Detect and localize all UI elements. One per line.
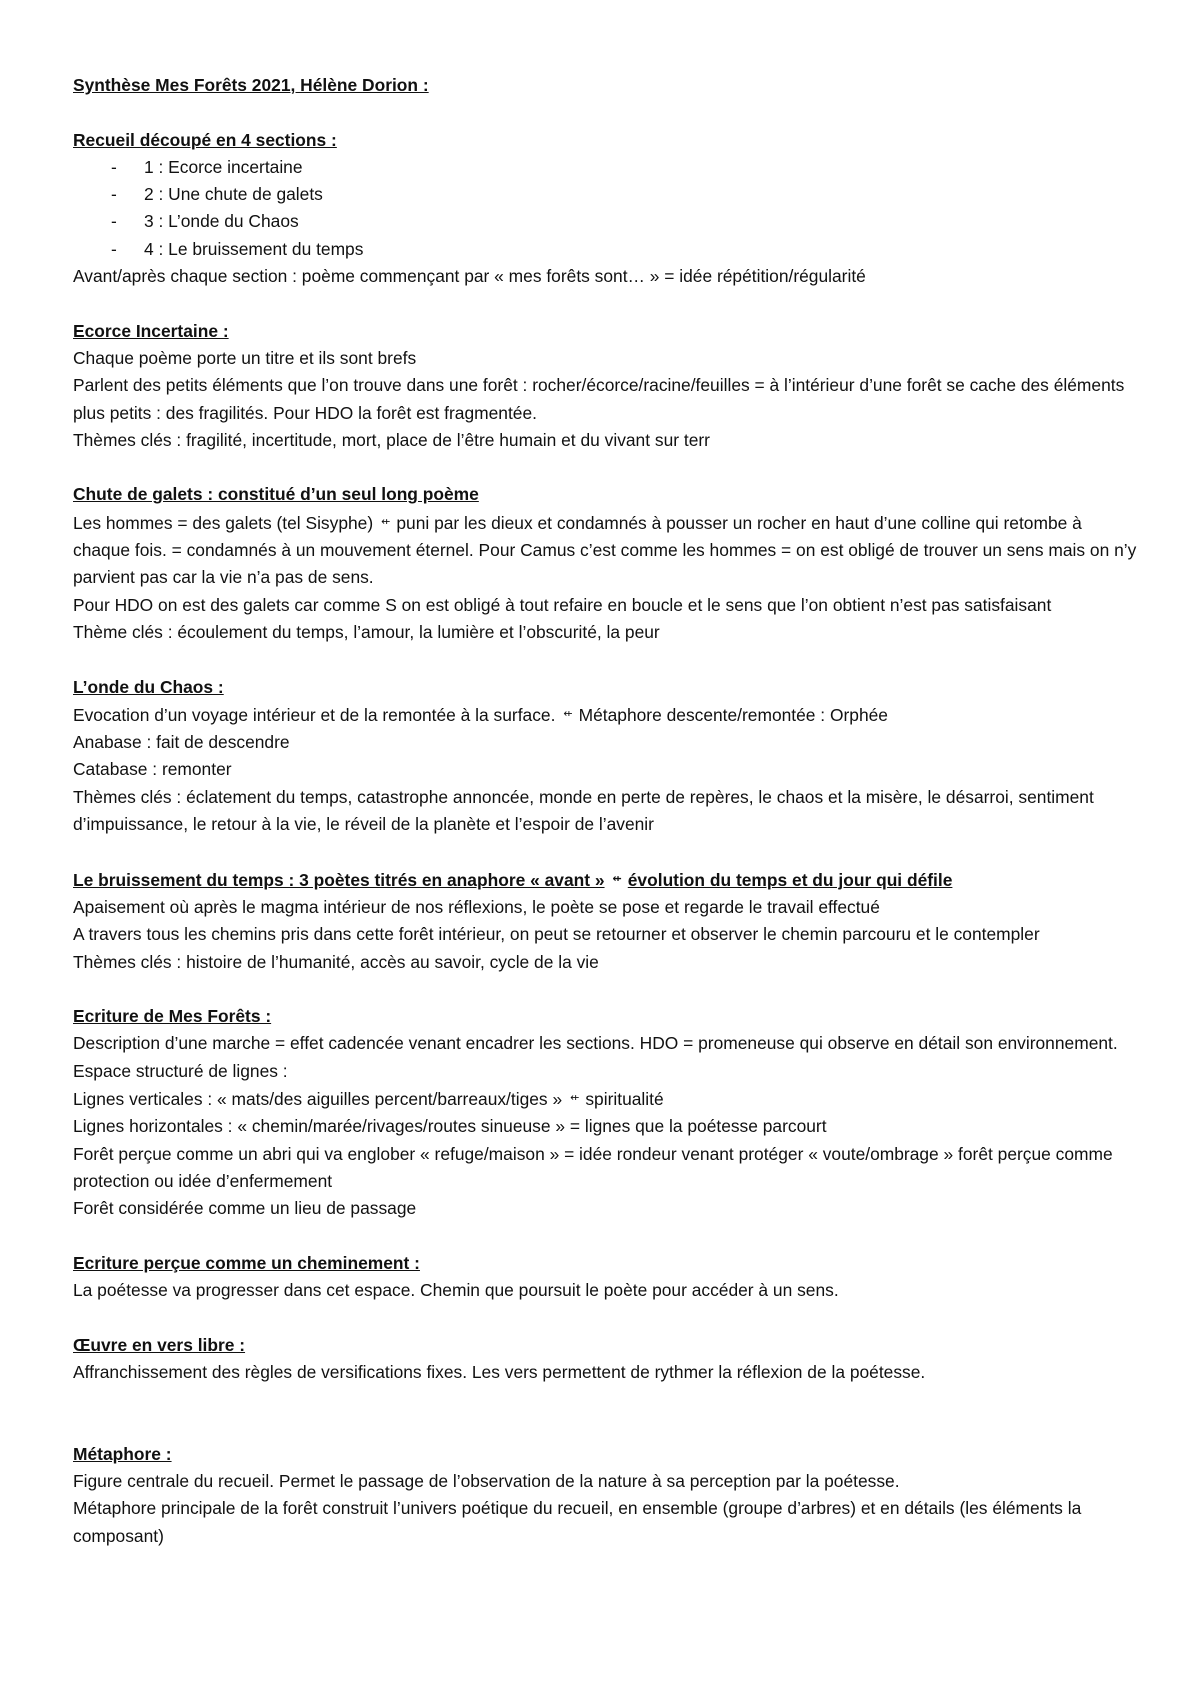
text-segment: Evocation d’un voyage intérieur et de la remontée à la surface. xyxy=(73,704,556,725)
document-title: Synthèse Mes Forêts 2021, Hélène Dorion : xyxy=(73,75,429,95)
paragraph-line: Parlent des petits éléments que l’on trouve dans une forêt : rocher/écorce/racine/feuilles = à l’intérieur d’une forêt se cache des éléments plus petits : des fragilités. Pour HDO la forêt est fragmentée. xyxy=(73,375,1125,423)
spacer xyxy=(73,99,1140,126)
section-heading-vers-libre: Œuvre en vers libre : xyxy=(73,1334,246,1355)
spacer xyxy=(73,838,1140,865)
list-item: - 4 : Le bruissement du temps xyxy=(73,236,1140,263)
paragraph-line: Anabase : fait de descendre xyxy=(73,732,290,753)
section-heading-recueil: Recueil découpé en 4 sections : xyxy=(73,129,337,150)
section-heading-ecriture: Ecriture de Mes Forêts : xyxy=(73,1006,272,1027)
paragraph-line xyxy=(73,701,1140,729)
list-item: - 2 : Une chute de galets xyxy=(73,181,1140,208)
list-item: - 1 : Ecorce incertaine xyxy=(73,154,1140,181)
paragraph-line: Métaphore principale de la forêt construit l’univers poétique du recueil, en ensemble (groupe d’arbres) et en détails (les éléments la composant) xyxy=(73,1498,1082,1546)
text-segment: Les hommes = des galets (tel Sisyphe) xyxy=(73,512,374,533)
section-heading-metaphore: Métaphore : xyxy=(73,1443,172,1464)
spacer xyxy=(73,1222,1140,1249)
paragraph-line: Description d’une marche = effet cadencée venant encadrer les sections. HDO = promeneuse qui observe en détail son environnement. Espace structuré de lignes : xyxy=(73,1033,1118,1081)
paragraph-line: Avant/après chaque section : poème commençant par « mes forêts sont… » = idée répétition/régularité xyxy=(73,266,866,287)
spacer xyxy=(73,976,1140,1003)
section-heading-chute: Chute de galets : constitué d’un seul long poème xyxy=(73,484,479,505)
paragraph-line: Thèmes clés : éclatement du temps, catastrophe annoncée, monde en perte de repères, le chaos et la misère, le désarroi, sentiment d’impuissance, le retour à la vie, le réveil de la planète et l’espoir de l’avenir xyxy=(73,786,1094,835)
section-heading-bruissement xyxy=(73,866,1140,894)
arrow-icon: ⇷ xyxy=(381,515,391,528)
spacer xyxy=(73,290,1140,317)
text-segment: Le bruissement du temps : 3 poètes titrés en anaphore « avant » xyxy=(73,869,605,890)
spacer xyxy=(73,1386,1140,1441)
paragraph-line: Forêt considérée comme un lieu de passage xyxy=(73,1198,417,1219)
text-segment: puni par les dieux et condamnés à pousser un rocher en haut d’une colline qui retombe à chaque fois. = condamnés à un mouvement éternel. Pour Camus c’est comme les hommes = on est obligé de trouver un sens mais on n’y parvient pas car la vie n’a pas de sens. xyxy=(73,512,1137,588)
paragraph-line xyxy=(73,509,1140,592)
paragraph-line: Thème clés : écoulement du temps, l’amour, la lumière et l’obscurité, la peur xyxy=(73,621,660,642)
spacer xyxy=(73,454,1140,481)
paragraph-line: Chaque poème porte un titre et ils sont brefs xyxy=(73,347,417,368)
paragraph-line: Lignes horizontales : « chemin/marée/rivages/routes sinueuse » = lignes que la poétesse parcourt xyxy=(73,1116,827,1137)
paragraph-line: Thèmes clés : histoire de l’humanité, accès au savoir, cycle de la vie xyxy=(73,951,599,972)
spacer xyxy=(73,646,1140,673)
paragraph-line: Affranchissement des règles de versifications fixes. Les vers permettent de rythmer la réflexion de la poétesse. xyxy=(73,1361,926,1382)
arrow-icon: ⇷ xyxy=(612,872,622,885)
paragraph-line: Figure centrale du recueil. Permet le passage de l’observation de la nature à sa perception par la poétesse. xyxy=(73,1471,900,1492)
paragraph-line: Apaisement où après le magma intérieur de nos réflexions, le poète se pose et regarde le travail effectué xyxy=(73,896,880,917)
arrow-icon: ⇷ xyxy=(570,1091,580,1104)
paragraph-line: Forêt perçue comme un abri qui va englober « refuge/maison » = idée rondeur venant protéger « voute/ombrage » forêt perçue comme protection ou idée d’enfermement xyxy=(73,1143,1113,1191)
paragraph-line: La poétesse va progresser dans cet espace. Chemin que poursuit le poète pour accéder à un sens. xyxy=(73,1280,839,1301)
section-heading-cheminement: Ecriture perçue comme un cheminement : xyxy=(73,1252,420,1273)
list-item: - 3 : L’onde du Chaos xyxy=(73,208,1140,235)
paragraph-line: Catabase : remonter xyxy=(73,759,232,780)
spacer xyxy=(73,1304,1140,1331)
paragraph-line: Pour HDO on est des galets car comme S on est obligé à tout refaire en boucle et le sens que l’on obtient n’est pas satisfaisant xyxy=(73,594,1052,615)
paragraph-line: Thèmes clés : fragilité, incertitude, mort, place de l’être humain et du vivant sur terr xyxy=(73,429,710,450)
text-segment: évolution du temps et du jour qui défile xyxy=(627,869,953,890)
text-segment: Métaphore descente/remontée : Orphée xyxy=(578,704,888,725)
text-segment: spiritualité xyxy=(585,1088,664,1109)
paragraph-line xyxy=(73,1085,1140,1113)
paragraph-line: A travers tous les chemins pris dans cette forêt intérieur, on peut se retourner et observer le chemin parcouru et le contempler xyxy=(73,924,1040,945)
section-list xyxy=(73,154,1140,263)
section-heading-onde: L’onde du Chaos : xyxy=(73,676,224,697)
section-heading-ecorce: Ecorce Incertaine : xyxy=(73,320,229,341)
arrow-icon: ⇷ xyxy=(563,707,573,720)
text-segment: Lignes verticales : « mats/des aiguilles percent/barreaux/tiges » xyxy=(73,1088,563,1109)
